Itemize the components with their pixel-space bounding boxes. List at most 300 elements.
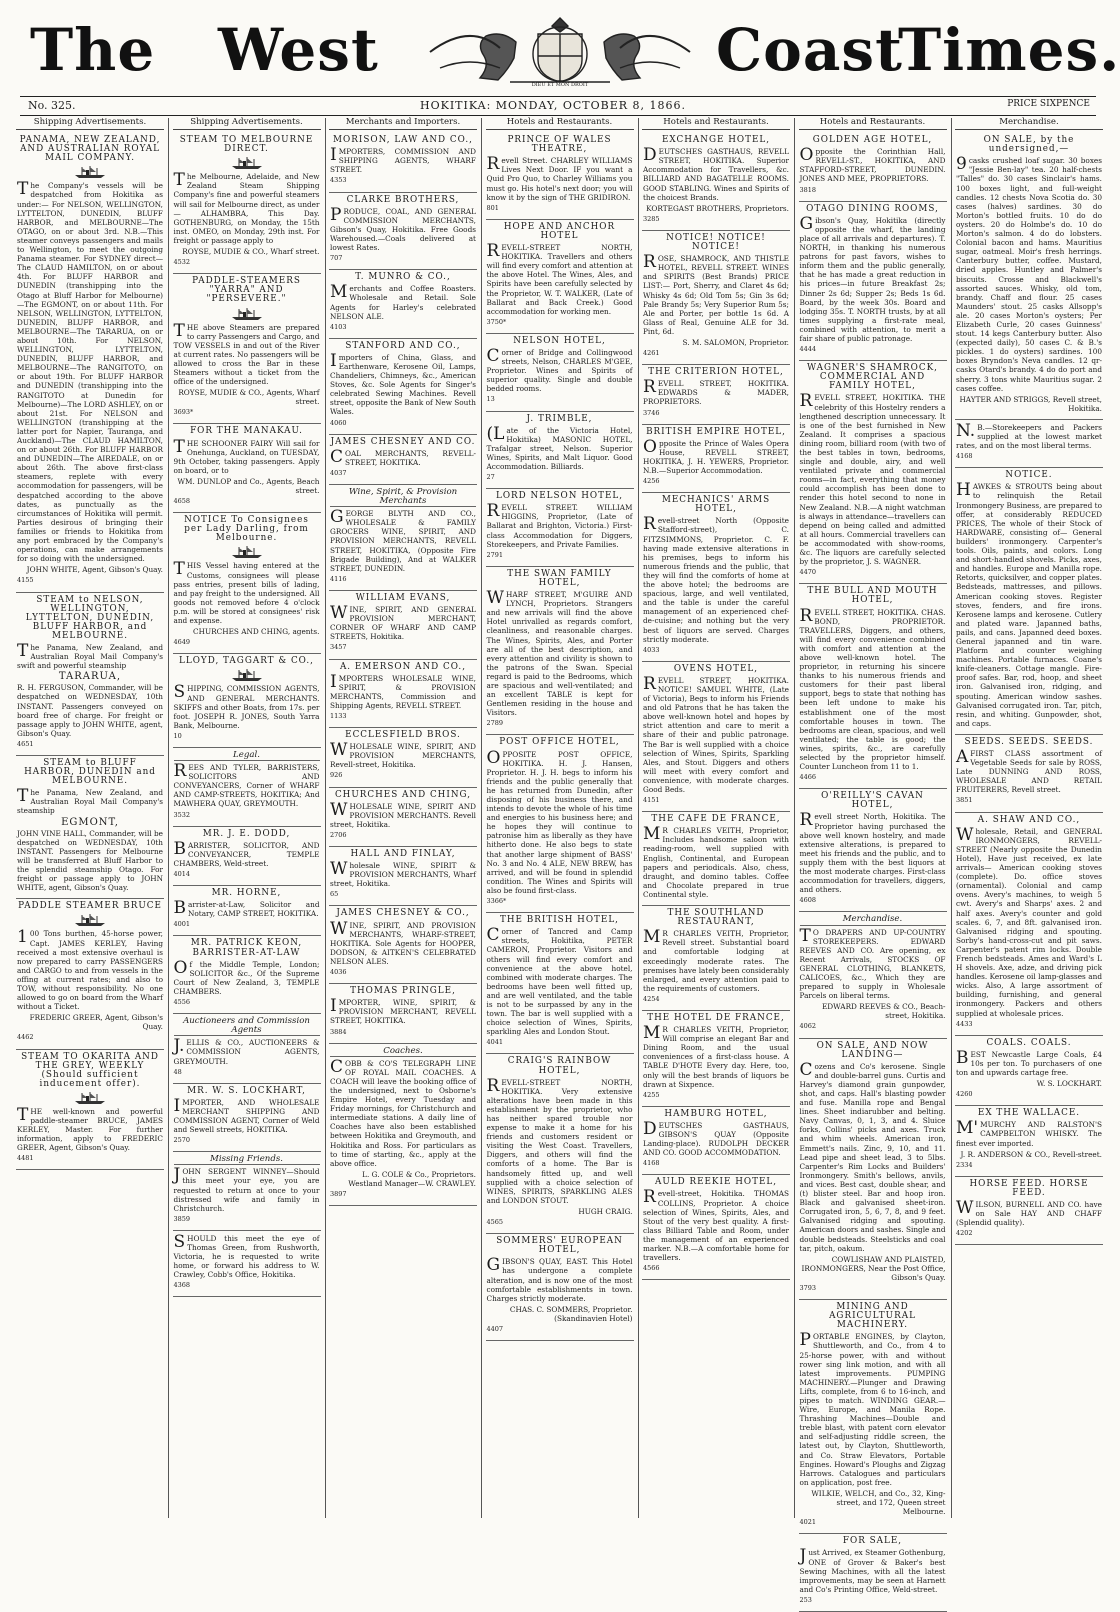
advertisement [329, 133, 477, 192]
ad-signature: CHURCHES AND CHING, agents. [193, 627, 320, 637]
ad-body: THE well-known and powerful paddle-steamer BRUCE, JAMES KERLEY, Master. For further information, apply to FREDERIC GREER, Agent, Gibson's Quay. [17, 1104, 163, 1153]
steamship-icon [73, 913, 107, 927]
advertisement [486, 489, 634, 567]
ad-title: MR. HORNE, [211, 888, 282, 899]
newspaper-columns [16, 117, 1102, 1604]
advertisement [486, 220, 634, 334]
ad-body: REVELL STREET, HOKITIKA. CHAS. BOND, PROPRIETOR. TRAVELLERS, Diggers, and others, will find every convenience combined with comfort and attention at the above well-known hotel. The proprietor, in returning his sincere thanks to his numerous friends and customers for their past liberal support, begs to state that nothing has been left undone to make his establishment one of the most comfortable houses in town. The bedrooms are clean, spacious, and well ventilated; the table is good; the wines, spirits, &c., are carefully selected by the proprietor himself. Counter Luncheon from 11 to 1. [799, 605, 946, 772]
ad-body: Wholesale WINE, SPIRIT & PROVISION MERCHANTS, Wharf street, Hokitika. [330, 859, 476, 889]
ad-number: 4001 [173, 920, 191, 929]
ad-number: 4037 [330, 468, 347, 477]
ad-number: 3884 [330, 1027, 347, 1036]
column-rule [638, 118, 639, 1518]
ad-title: POST OFFICE HOTEL, [499, 737, 620, 748]
ad-title: LORD NELSON HOTEL, [495, 491, 624, 502]
ad-title: SOMMERS' EUROPEAN HOTEL, [496, 1236, 623, 1256]
advertisement [642, 493, 790, 662]
ad-number: 4155 [17, 576, 34, 585]
ad-title: ECCLESFIELD BROS. [345, 730, 461, 741]
ad-body: REVELL STREET, HOKITIKA. THE celebrity of this Hostelry renders a lengthened description unnecessary. It is one of the best furnished in New Zealand. It comprises a spacious dining room, billiard room (with two of the best tables in town, bedrooms, single and double, airy, and well ventilated private and commercial rooms—in fact, everything that money could accomplish has been done to render this hotel second to none in New Zealand. N.B.—A night watchman is always in attendance—travellers can depend on being called and admitted at all hours. Commercial travellers can be accommodated with show-rooms, &c. The liquors are carefully selected by the proprietor, J. S. WAGNER. [799, 391, 946, 567]
ad-title: SEEDS. SEEDS. SEEDS. [964, 736, 1094, 747]
ad-body: WHOLESALE WINE, SPIRIT, AND PROVISION MERCHANTS, Revell-street, Hokitika. [330, 740, 476, 770]
ad-body: IMPORTERS WHOLESALE WINE, SPIRIT, & PROVISION MERCHANTS, Commission and Shipping Agents, REVELL STREET. [330, 671, 476, 710]
section-heading: Wine, Spirit, & Provision Merchants [330, 488, 476, 507]
advertisement [955, 1177, 1103, 1246]
ad-body: The Panama, New Zealand, and Australian Royal Mail Company's steamship [17, 786, 163, 816]
ad-body-continued: JOHN VINE HALL, Commander, will be despatched on WEDNESDAY, 10th INSTANT. Passengers for Melbourne will be transferred at Bluff Harbor to the splendid steamship Otago. For freight or passage apply to JOHN WHITE, agent, Gibson's Quay. [17, 828, 163, 893]
section-heading: Missing Friends. [174, 1155, 320, 1165]
ad-body: SHOULD this meet the eye of Thomas Green, from Rushworth, Victoria, he is requested to write home, or forward his address to W. Crawley, Cobb's Office, Hokitika. [173, 1231, 320, 1280]
ad-number: 2791 [486, 550, 504, 559]
ad-number: 2334 [956, 1160, 973, 1169]
advertisement [642, 662, 790, 812]
ad-number: 4168 [956, 452, 973, 461]
ad-title: CLARKE BROTHERS, [346, 194, 460, 205]
advertisement [799, 361, 947, 584]
ad-body: 100 Tons burthen, 45-horse power, Capt. JAMES KERLEY, Having received a most extensive overhaul is now prepared to carry PASSENGERS and CARGO to and from vessels in the offing at current rates; and also to TOW, without responsibility. No one allowed to go on board from the Wharf without a Ticket. [17, 927, 163, 1012]
ad-title: CHURCHES AND CHING, [334, 789, 472, 800]
section-heading: Merchandise. [800, 915, 946, 925]
ad-number: 4470 [799, 568, 817, 577]
ad-title: T. MUNRO & CO., [355, 272, 451, 283]
ad-number: 801 [486, 203, 499, 212]
ad-number: 4033 [643, 645, 660, 654]
ad-title: J. TRIMBLE, [526, 413, 593, 424]
ad-number: 4256 [643, 477, 660, 486]
ad-body-continued: R. H. FERGUSON, Commander, will be despatched on WEDNESDAY, 10th INSTANT. Passengers conveyed on board free of charge. For freight or passage apply to JOHN WHITE, agent, Gibson's Quay. [17, 683, 163, 738]
advertisement [329, 660, 477, 729]
ad-number: 4151 [643, 796, 660, 805]
section-heading: Legal. [174, 751, 320, 761]
advertisement [642, 1175, 790, 1280]
ad-signature: WILKIE, WELCH, and Co., 32, King-street, and 172, Queen street Melbourne. [811, 1488, 946, 1517]
ad-title: HOPE AND ANCHOR HOTEL [503, 221, 616, 241]
ad-number: 4041 [486, 1038, 504, 1047]
ad-title: A. EMERSON AND CO., [339, 661, 467, 672]
ad-title: HORSE FEED. HORSE FEED. [969, 1178, 1089, 1198]
ad-number: 926 [330, 771, 343, 780]
advertisement [799, 1039, 947, 1301]
vessel-name: EGMONT, [61, 816, 119, 828]
ad-body: MR CHARLES VEITH, Proprietor, Revell street. Substantial board and comfortable lodging at exceedingly moderate rates. The premises have lately been considerably enlarged, and every attention paid to the requirements of customers. [643, 927, 789, 993]
ad-title: WAGNER'S SHAMROCK, COMMERCIAL AND FAMILY HOTEL, [807, 363, 938, 392]
advertisement [799, 584, 947, 789]
ad-number: 3746 [643, 408, 660, 417]
ad-title: MR. W. S. LOCKHART, [187, 1085, 306, 1096]
advertisement [16, 899, 164, 1049]
column-1 [16, 118, 164, 1518]
ad-body: REVELL-STREET NORTH, HOKITIKA. Travellers and others will find every comfort and attention at the above Hotel. The Wines, Ales, and Spirits have been carefully selected by the Proprietor, W. T. WALKER, (Late of Ballarat and Back Creek.) Good accommodation for working men. [486, 241, 633, 316]
advertisement [955, 1106, 1103, 1177]
advertisement [329, 485, 477, 591]
ad-title: PADDLE STEAMER BRUCE [18, 901, 162, 912]
ad-body: Corner of Tancred and Camp streets, Hokitika, PETER CAMERON, Proprietor. Visitors and others will find every comfort and convenience at the above hotel, combined with moderate charges. The bedrooms have been well fitted up, and are well ventilated, and the table is not to be surpassed by any in the town. The bar is well supplied with a choice selection of Wines, Spirits, sparkling Ales and London Stout. [486, 925, 633, 1037]
ad-number: 4462 [17, 1033, 34, 1042]
ad-body: IMPORTER, AND WHOLESALE MERCHANT SHIPPING AND COMMISSION AGENT, Corner of Weld and Sewell streets, HOKITIKA. [173, 1095, 320, 1135]
ad-signature: FREDERIC GREER, Agent, Gibson's Quay. [29, 1013, 163, 1032]
column-rule [794, 118, 795, 1518]
masthead [10, 8, 1120, 93]
ad-body: THE above Steamers are prepared to carry Passengers and Cargo, and TOW VESSELS in and out of the River at current rates. No passengers will be allowed to cross the Bar in these Steamers without a ticket from the office of the undersigned. [173, 320, 320, 387]
advertisement [799, 1300, 947, 1534]
ad-body: Gibson's Quay, Hokitika (directly opposite the wharf, the landing place of all arrivals and departures). T. NORTH, in thanking his numerous patrons for past favors, wishes to inform them and the public generally, that he has made a great reduction in his prices—in future Breakfast 2s; Dinner 2s 6d; Supper 2s; Beds 1s 6d. Board, by the week 30s. Board and lodging 35s. T. NORTH trusts, by at all times supplying a first-rate meal, combined with attention, to merit a fair share of public patronage. [799, 213, 946, 343]
ad-number: 253 [799, 1595, 812, 1604]
ad-title: NOTICE! NOTICE! NOTICE! [666, 232, 766, 253]
ad-signature: CHAS. C. SOMMERS, Proprietor. (Skandinavien Hotel) [509, 1304, 633, 1323]
ad-body: BEST Newcastle Large Coals, £4 10s per ton. To purchasers of one ton and upwards cartage free. [956, 1047, 1102, 1077]
advertisement [955, 735, 1103, 813]
advertisement [16, 756, 164, 899]
crest-motto: DIEU ET MON DROIT [531, 82, 589, 88]
ad-signature: HAYTER AND STRIGGS, Revell street, Hokitika. [959, 394, 1102, 413]
advertisement [486, 1054, 634, 1234]
ad-title: FOR SALE, [842, 1536, 903, 1547]
advertisement [799, 202, 947, 362]
advertisement [329, 728, 477, 787]
ad-number: 4532 [173, 258, 191, 267]
advertisement [642, 906, 790, 1011]
column-5 [642, 118, 790, 1518]
advertisement [955, 133, 1103, 420]
ad-body: Just Arrived, ex Steamer Gothenburg, ONE of Grover & Baker's best Sewing Machines, with all the latest improvements, may be seen at Harnett and Co's Printing Office, Weld-street. [799, 1546, 946, 1594]
column-heading: Hotels and Restaurants. [799, 118, 947, 130]
ad-number: 65 [330, 890, 339, 899]
column-4 [486, 118, 634, 1518]
advertisement [173, 1231, 321, 1298]
ad-title: MR. J. E. DODD, [202, 828, 291, 839]
ad-number: 3750* [486, 317, 507, 326]
issue-number: No. 325. [28, 99, 76, 112]
advertisement [173, 654, 321, 748]
steamship-icon [230, 307, 264, 321]
ad-number: 48 [173, 1067, 182, 1076]
ad-title: PRINCE OF WALES THEATRE, [507, 135, 612, 155]
ad-title: THE BRITISH HOTEL, [500, 915, 619, 926]
column-heading: Hotels and Restaurants. [642, 118, 790, 130]
advertisement [173, 748, 321, 827]
ad-body: TO DRAPERS AND UP-COUNTRY STOREKEEPERS. EDWARD REEVES AND CO. Are opening, ex Recent Arrivals, STOCKS OF GENERAL CLOTHING, BLANKETS, CALICOES, &c., Which they are prepared to supply in Wholesale Parcels on liberal terms. [799, 925, 946, 1001]
ad-body: PORTABLE ENGINES, by Clayton, Shuttleworth, and Co., from 4 to 25-horse power, with and without rower sing link motion, and with all latest improvements. PUMPING MACHINERY.—Plunger and Drawing Lifts, complete, from 6 to 16-inch, and pipes to match. WINDING GEAR.—Wire, Europe, and Manila Rope. Thrashing Machines—Double and treble blast, with patent corn elevator and self-adjusting riddle screen, the latest out, by Clayton, Shuttleworth, and Co. Straw Elevators, Portable Engines. Howard's Ploughs and Zigzag Harrows. Catalogues and particulars on application, post free. [799, 1330, 946, 1487]
advertisement [329, 270, 477, 339]
ad-title: THE CRITERION HOTEL, [648, 367, 784, 378]
column-6 [799, 117, 947, 1604]
ad-signature: WM. DUNLOP and Co., Agents, Beach street. [177, 476, 320, 495]
ad-number: 4481 [17, 1154, 34, 1163]
ad-body: REVELL STREET, HOKITIKA. NOTICE! SAMUEL WHITE, (Late of Victoria), Begs to inform his Friends and old Patrons that he has taken the above well-known hotel and hopes by strict attention and care to merit a share of their and public patronage. The Bar is well supplied with a choice selection of Wines, Spirits, Sparkling Ales, and Stout. Diggers and others will meet with every comfort and convenience, with moderate charges. Good Beds. [643, 673, 789, 794]
ad-number: 2789 [486, 719, 504, 728]
ad-title: NOTICE. [1005, 470, 1053, 481]
ad-number: 4255 [643, 1090, 660, 1099]
ad-body: M'MURCHY AND RALSTON'S CAMPBELTON WHISKY. The finest ever imported. [956, 1118, 1102, 1148]
ad-signature: ROYSE, MUDIE & CO., Agents, Wharf street. [178, 388, 320, 407]
ad-body: SHIPPING, COMMISSION AGENTS, AND GENERAL MERCHANTS. SKIFFS and other Boats, from 17s. per foot. JOSEPH R. JONES, South Yarra Bank, Melbourne. [173, 682, 320, 730]
ad-body: 9casks crushed loaf sugar. 30 boxes "Jessie Ben-lay" tea. 20 half-chests "Talles" do. 30 cases Sinclair's hams. 100 boxes light, and full-weight candles. 12 chests Nova Scotia do. 30 cases (halves) sardines. 30 do Morton's bottled fruits. 10 do do oysters. 20 do Holmbe's do. 10 do Morton's salmon. 4 do do lobsters. Colonial bacon and hams. Mauritius sugar, oatmeal. Moir's fresh herrings. Canterbury butter, coffee. Mustard, dried apples. Huntley and Palmer's biscuits. Crosse and Blackwell's assorted sauces. Whisky, old tom, brandy. Chaff and flour. 25 cases Maunders' stout. 25 casks Allsopp's ale. 20 cases Morton's oysters; Per Elizabeth Curle, 20 cases Guinness' stout. 14 kegs Canterbury butter. Also (expected daily), 50 cases C. & B.'s pickles. 1 do oysters) sardines. 100 boxes Bryndon's Neva candles. 12 qr-casks Otard's brandy. 4 do do port and sherry. 3 tons white Mauritius sugar. 2 cases coffee. [956, 154, 1102, 393]
ad-body: GIBSON'S QUAY, EAST. This Hotel has undergone a complete alteration, and is now one of the most comfortable establishments in town. Charges strictly moderate. [486, 1255, 633, 1303]
advertisement [16, 1050, 164, 1171]
ad-title: STEAM to BLUFF HARBOR, DUNEDIN and MELBOURNE. [24, 758, 156, 787]
ad-number: 4353 [330, 176, 347, 185]
advertisement [486, 735, 634, 913]
ad-number: 4433 [956, 1019, 973, 1028]
column-rule [951, 118, 952, 1518]
ad-body: IMPORTER, WINE, SPIRIT, & PROVISION MERCHANT, REVELL STREET, HOKITIKA. [330, 996, 476, 1026]
advertisement [16, 593, 164, 757]
ad-body: The Company's vessels will be despatched from Hokitika as under:— For NELSON, WELLINGTON, LYTTELTON, DUNEDIN, BLUFF HARBOR, and MELBOURNE—The OTAGO, on or about 3rd. N.B.—This steamer conveys passengers and mails to Wellington, to meet the outgoing Panama steamer. For SYDNEY direct—The CLAUD HAMILTON, on or about 4th. For BLUFF HARBOR and DUNEDIN (transhipping into the Otago at Bluff Harbor for Melbourne)—The EGMONT, on or about 11th. For NELSON, WELLINGTON, LYTTELTON, DUNEDIN, BLUFF HARBOR, and MELBOURNE—The TARARUA, on or about 10th. For NELSON, WELLINGTON, LYTTELTON, DUNEDIN, BLUFF HARBOR, and MELBOURNE—The RANGITOTO, on or about 19th. For BLUFF HARBOR and DUNEDIN (transhipping into the RANGITOTO at Dunedin for Melbourne)—The LORD ASHLEY, on or about 21st. For NELSON and WELLINGTON (transhipping at the latter port for Napier, Tauranga, and Auckland)—The CLAUD HAMILTON, on or about 26th. For BLUFF HARBOR and DUNEDIN—The AIREDALE, on or about 26th. The above first-class steamers, replete with every accommodation for passengers, will be despatched according to the above dates, as punctually as the circumstances of Hokitika will permit. Parties desirous of bringing their families or friends to Hokitika from any port embraced by the Company's operations, can make arrangements for so doing with the undersigned. [17, 179, 163, 564]
ad-body: Cozens and Co's kerosene. Single and double-barrel guns. Curtis and Harvey's diamond grain gunpowder, shot, and caps. Hall's blasting powder and fuse. Manilla rope and Bengal lines. Sheet indiarubber and belting. Navy Canvas, 0, 1, 3, and 4. Sluice forks, Collins' picks and axes. Truck and whim wheels. American iron, Emmett's nails. Zinc, 9, 10, and 11. Lead pipe and sheet lead, 3 to 5lbs. Carpenter's Rim Locks and Builders' Ironmongery. Smith's bellows, anvils, and vices. Best cast, double shear, and (t) blister steel. Bar and hoop iron. Black and galvanised sheet-iron. Corrugated iron, 5, 6, 7, 8, and 9 feet. Galvanised ridging and spouting. American doors and sashes. Single and double bedsteads. Steelsticks and coal tar, pitch, oakum. [799, 1059, 946, 1253]
ad-body: Revell-street North (Opposite Stafford-street), C. FITZSIMMONS, Proprietor. C. F. having made extensive alterations in his premises, begs to inform his numerous friends and the public, that they will find the comforts of home at the above hotel; the bedrooms are spacious, large, and well ventilated, and the table is under the careful management of an experienced chef-de-cuisine; and nothing but the very best of liquors are served. Charges strictly moderate. [643, 514, 789, 644]
ad-number: 4014 [173, 870, 191, 878]
ad-title: THE SWAN FAMILY HOTEL, [507, 568, 612, 588]
column-rule [325, 118, 326, 1518]
section-heading: Auctioneers and Commission Agents [174, 1017, 320, 1036]
advertisement [329, 847, 477, 906]
ad-number: 4608 [799, 896, 817, 905]
advertisement [955, 813, 1103, 1036]
ad-number: 3366* [486, 897, 507, 906]
ad-body: The Melbourne, Adelaide, and New Zealand Steam Shipping Company's fine and powerful steamers will sail for Melbourne direct, as under— ALHAMBRA, This Day. GOTHENBURG, on Monday, the 15th inst. OMEO, on Monday, 29th inst. For freight or passage apply to [173, 170, 320, 245]
advertisement [173, 1014, 321, 1084]
advertisement [486, 133, 634, 220]
column-heading: Shipping Advertisements. [173, 118, 321, 130]
ad-body: J.ELLIS & CO., AUCTIONEERS & COMMISSION AGENTS, GREYMOUTH. [173, 1036, 320, 1066]
advertisement [329, 984, 477, 1043]
ad-number: 4062 [799, 1022, 817, 1031]
advertisement [16, 133, 164, 592]
ad-title: BRITISH EMPIRE HOTEL, [646, 426, 786, 437]
ad-title: NELSON HOTEL, [513, 335, 606, 346]
steamship-icon [73, 165, 107, 179]
ad-title: CRAIG'S RAINBOW HOTEL, [507, 1056, 612, 1076]
ad-body: WILSON, BURNELL AND CO. have on Sale HAY AND CHAFF (Splendid quality). [956, 1198, 1102, 1228]
ad-body: REVELL STREET, HOKITIKA. EDWARDS & MADER, PROPRIETORS. [643, 377, 789, 407]
ad-body: Merchants and Coffee Roasters. Wholesale and Retail. Sole Agents for Harley's celebrated NELSON ALE. [330, 282, 476, 321]
ad-number: 1133 [330, 711, 347, 720]
ad-number: 3693* [173, 408, 194, 417]
ad-body: COAL MERCHANTS, REVELL-STREET, HOKITIKA. [330, 446, 476, 467]
ad-signature: HUGH CRAIG. [578, 1206, 633, 1216]
column-heading: Merchants and Importers. [329, 118, 477, 130]
ad-body: DEUTSCHES GASTHAUS, GIBSON'S QUAY (Opposite Landing-place). RUDOLPH DECKER AND CO. GOOD ACCOMMODATION. [643, 1118, 789, 1158]
ad-title: JAMES CHESNEY AND CO. [330, 436, 476, 447]
ad-number: 3851 [956, 796, 973, 805]
ad-title: WILLIAM EVANS, [355, 592, 451, 603]
ad-body: GEORGE BLYTH AND CO., WHOLESALE & FAMILY GROCERS WINE, SPIRIT, AND PROVISION MERCHANTS, REVELL STREET, HOKITIKA, (Opposite Fire Brigade Building), And at WALKER STREET, DUNEDIN. [330, 507, 476, 573]
dateline [20, 96, 1096, 116]
ad-body: REES AND TYLER, BARRISTERS, SOLICITORS AND CONVEYANCERS, Corner of WHARF AND CAMP-STREETS, HOKITIKA; And MAWHERA QUAY, GREYMOUTH. [173, 761, 320, 809]
ad-number: 3859 [173, 1214, 191, 1223]
ad-number: 4103 [330, 322, 347, 331]
advertisement [642, 231, 790, 365]
ad-number: 4649 [173, 638, 191, 647]
ad-body: Opposite the Prince of Wales Opera House, REVELL STREET, HOKITIKA, J. H. YEWERS, Proprietor. N.B.—Superior Accommodation. [643, 436, 789, 475]
advertisement [329, 435, 477, 485]
advertisement [642, 133, 790, 231]
ad-number: 3532 [173, 810, 191, 819]
ad-title: HALL AND FINLAY, [350, 849, 456, 859]
masthead-word-west: West [218, 16, 379, 84]
advertisement [486, 412, 634, 490]
ad-body: REVELL STREET. WILLIAM HIGGINS, Proprietor, (Late of Ballarat and Brighton, Victoria.) First-class Accommodation for Diggers, Storekeepers, and Private Families. [486, 501, 633, 549]
ad-body: WINE, SPIRIT, AND GENERAL PROVISION MERCHANT, CORNER OF WHARF AND CAMP STREETS, Hokitika. [330, 603, 476, 642]
advertisement [955, 468, 1103, 735]
ad-body: AFIRST CLASS assortment of Vegetable Seeds for sale by ROSS, Late DUNNING AND ROSS, WHOLESALE AND RETAIL FRUITERERS, Revell street. [956, 747, 1102, 795]
advertisement [173, 1084, 321, 1153]
ad-title: MINING AND AGRICULTURAL MACHINERY. [829, 1302, 916, 1331]
ad-title: AULD REEKIE HOTEL, [655, 1177, 777, 1188]
advertisement [799, 1534, 947, 1612]
ad-body: COBB & CO'S TELEGRAPH LINE OF ROYAL MAIL COACHES. A COACH will leave the booking office of the undersigned, next to Osborne's Empire Hotel, every Tuesday and Friday mornings, for Christchurch and intermediate stations. A daily line of Coaches have also been established between Hokitika and Greymouth, and Hokitika and Ross. For particulars as to time of starting, &c., apply at the above office. [330, 1056, 476, 1168]
ad-number: 2706 [330, 830, 347, 839]
ad-body: REVELL-STREET NORTH, HOKITIKA. Very extensive alterations have been made in this establishment by the proprietor, who has neither spared trouble nor expense to make it a home for his friends and customers resident or visiting the West Coast. Travellers, Diggers, and others will find the comforts of a home. The Bar is handsomely fitted up, and well supplied with a choice selection of WINES, SPIRITS, SPARKLING ALES and LONDON STOUT. [486, 1075, 633, 1205]
advertisement [329, 1044, 477, 1207]
steamship-icon [230, 156, 264, 170]
advertisement [329, 906, 477, 984]
advertisement [486, 1234, 634, 1341]
advertisement [799, 133, 947, 202]
ad-title: STEAM TO MELBOURNE DIRECT. [179, 135, 314, 155]
ad-signature: J. R. ANDERSON & CO., Revell-street. [960, 1149, 1102, 1159]
advertisement [486, 913, 634, 1054]
ad-number: 4116 [330, 574, 347, 583]
ad-title: OTAGO DINING ROOMS, [806, 203, 939, 214]
ad-body: Wholesale, Retail, and GENERAL IRONMONGERS, REVELL-STREET (Nearly opposite the Dunedin Hotel), Have just received, ex late arrivals— American cooking stoves (complete). Do. office stoves (ornamental). Colonial and camp ovens. Avery's machines, to weigh 5 cwt. Avery's and Sharps' axes. 2 and half axes. Avery's counter and gold scales. 6, 7, and 8ft. galvanised iron. Galvanised ridging and spouting. Sorby's hand-cross-cut and pit saws. Carpenter's patent rim locks. Double French bedsteads. Ames and Ward's L H shovels. Axe, adze, and driving pick handles. Kerosene oil lamp-glasses and wicks. Also, A large assortment of building, furnishing, and general ironmongery. Packers and others supplied at wholesale prices. [956, 824, 1102, 1018]
advertisement [329, 788, 477, 847]
steamship-icon [73, 1091, 107, 1105]
ad-body: WHARF STREET, M'GUIRE AND LYNCH, Proprietors. Strangers and new arrivals will find the above Hotel unrivalled as regards comfort, cleanliness, and reasonable charges. The Wines, Spirits, Ales, and Porter are all of the best description, and every attention and civility is shown to the patrons of the Swan. Special regard is paid to the Bedrooms, which are spacious and well-ventilated; and an excellent TABLE is kept for Gentlemen residing in the house and Visitors. [486, 588, 633, 718]
ad-title: ON SALE, AND NOW LANDING— [816, 1040, 929, 1060]
ad-body: THIS Vessel having entered at the Customs, consignees will please pass entries, present bills of lading, and pay freight to the undersigned. All goods not removed before 4 o'clock p.m. will be stored at consignees' risk and expense. [173, 559, 320, 626]
ad-body: Opposite the Corinthian Hall, REVELL-ST., HOKITIKA, AND STAFFORD-STREET, DUNEDIN. JONES AND MEE, PROPRIETORS. [799, 145, 946, 184]
ad-body: (Late of the Victoria Hotel, Hokitika) MASONIC HOTEL, Trafalgar street, Nelson. Superior Wines, Spirits, and Malt Liquor. Good Accommodation. Billiards. [486, 423, 633, 471]
ad-title: JAMES CHESNEY & CO., [336, 908, 470, 919]
ad-number: 4021 [799, 1518, 817, 1527]
ad-number: 10 [173, 731, 182, 740]
advertisement [173, 424, 321, 513]
ad-body: OPPOSITE POST OFFICE, HOKITIKA. H. J. Hansen, Proprietor. H. J. H. begs to inform his friends and the public generally that he has returned from Dunedin, after disposing of his business there, and intends to devote the whole of his time and energies to his business here; and he hopes they will continue to patronise him as liberally as they have hitherto done. He also begs to state that another large shipment of BASS' No. 3 and No. 4 ALE, NEW BREW, has arrived, and will be found in splendid condition. The Wines and Spirits will also be found first-class. [486, 747, 633, 895]
ad-body: Of the Middle Temple, London; SOLICITOR &c., Of the Supreme Court of New Zealand, 3, TEMPLE CHAMBERS. [173, 957, 320, 996]
ad-signature: L. G. COLE & Co., Proprietors. Westland Manager—W. CRAWLEY. [348, 1169, 476, 1188]
ad-title: THE HOTEL DE FRANCE, [647, 1012, 785, 1023]
ad-signature: EDWARD REEVES & CO., Beach-street, Hokitika. [821, 1002, 946, 1021]
ad-title: STEAM TO OKARITA AND THE GREY, WEEKLY (Should sufficient inducement offer). [21, 1051, 159, 1089]
ad-body: Revell street North, Hokitika. The Proprietor having purchased the above well known hostelry, and made extensive alterations, is prepared to meet his friends and the public, and to supply them with the best liquors at the most moderate charges. First-class accommodation for travellers, diggers, and others. [799, 810, 946, 895]
ad-signature: S. M. SALOMON, Proprietor. [682, 337, 789, 347]
advertisement [955, 1036, 1103, 1107]
ad-body: The Panama, New Zealand, and Australian Royal Mail Company's swift and powerful steamship [17, 640, 163, 671]
ad-number: 3818 [799, 185, 817, 194]
advertisement [329, 339, 477, 435]
ad-title: THE CAFE DE FRANCE, [651, 814, 781, 825]
ad-title: PANAMA, NEW ZEALAND, AND AUSTRALIAN ROYAL MAIL COMPANY. [19, 135, 161, 164]
ad-number: 4658 [173, 497, 191, 506]
column-heading: Shipping Advertisements. [16, 118, 164, 130]
ad-number: 4260 [956, 1090, 973, 1099]
ad-body: MR CHARLES VEITH, Proprietor, Includes handsome saloon with reading-room, well supplied with English, Continental, and European papers and periodicals. Also, chess, draught, and domino tables. Coffee and Chocolate prepared in true Continental style. [643, 824, 789, 899]
ad-number: 3793 [799, 1283, 817, 1292]
ad-title: THE SOUTHLAND RESTAURANT, [667, 908, 765, 928]
advertisement [173, 827, 321, 886]
column-3 [329, 118, 477, 1518]
ad-title: STANFORD AND CO., [345, 340, 461, 351]
ad-body: MR CHARLES VEITH, Proprietor, Will comprise an elegant Bar and Dining Room, and the usual conveniences of a first-class house. A TABLE D'HOTE Every day. Here, too, only will the best brands of liquors be drawn at Sixpence. [643, 1023, 789, 1089]
masthead-word-the: The [30, 16, 156, 84]
ad-title: MORISON, LAW AND CO., [333, 135, 473, 146]
advertisement [329, 193, 477, 271]
ad-number: 4565 [486, 1218, 504, 1227]
ad-signature: COWLISHAW AND PLAISTED, IRONMONGERS, Near the Post Office, Gibson's Quay. [801, 1254, 946, 1282]
ad-title: HAMBURG HOTEL, [664, 1108, 768, 1119]
ad-signature: ROYSE, MUDIE & CO., Wharf street. [182, 247, 320, 257]
column-heading: Hotels and Restaurants. [486, 118, 634, 130]
ad-title: A. SHAW AND CO., [977, 814, 1081, 825]
advertisement [642, 1107, 790, 1176]
ad-number: 27 [486, 473, 495, 482]
column-rule [168, 118, 169, 1518]
ad-number: 4168 [643, 1159, 660, 1168]
ad-body: DEUTSCHES GASTHAUS, REVELL STREET, HOKITIKA. Superior Accommodation for Travellers, &c. BILLIARD AND BAGATELLE ROOMS. GOOD STABLING. Wines and Spirits of the choicest Brands. [643, 145, 789, 202]
ad-number: 4556 [173, 998, 191, 1007]
ad-body: Importers of China, Glass, and Earthenware, Kerosene Oil, Lamps, Chandeliers, Chimneys, &c., American Stoves, &c. Sole Agents for Singer's celebrated Sewing Machines. Revell street, opposite the Bank of New South Wales. [330, 350, 476, 417]
ad-number: 4368 [173, 1281, 191, 1290]
ad-body: WINE, SPIRIT, AND PROVISION MERCHANTS, WHARF-STREET, HOKITIKA. Sole Agents for HOOPER, DODSON, & AITKEN'S CELEBRATED NELSON ALES. [330, 918, 476, 966]
column-rule [481, 118, 482, 1518]
masthead-word-coast: Coast [716, 16, 903, 84]
ad-title: THE BULL AND MOUTH HOTEL, [807, 586, 938, 606]
ad-number: 4566 [643, 1264, 660, 1273]
ad-signature: W. S. LOCKHART. [1036, 1079, 1102, 1089]
ad-title: THOMAS PRINGLE, [350, 986, 456, 997]
ad-title: COALS. COALS. [986, 1037, 1072, 1048]
ad-number: 2570 [173, 1136, 191, 1145]
ad-body: ROSE, SHAMROCK, AND THISTLE HOTEL, REVELL STREET. WINES and SPIRITS (Best Brands) PRICE LIST:— Port, Sherry, and Claret 4s 6d; Whisky 4s 6d; Old Tom 5s; Gin 3s 6d; Pale Brandy 5s; Very Superior Rum 5s; Ale and Porter, per bottle 1s 6d. A Glass of Real, Genuine ALE for 3d. Pint, 6d. [643, 252, 789, 336]
royal-coat-of-arms-icon [410, 12, 710, 88]
advertisement [486, 334, 634, 412]
steamship-icon [230, 545, 264, 559]
ad-number: 707 [330, 254, 343, 263]
advertisement [799, 789, 947, 912]
ad-title: PADDLE-STEAMERS "YARRA" AND "PERSEVERE." [192, 276, 301, 305]
ad-body: PRODUCE, COAL, AND GENERAL COMMISSION MERCHANTS, Gibson's Quay, Hokitika. Free Goods Warehoused.—Coals delivered at lowest Rates. [330, 204, 476, 253]
ad-number: 4466 [799, 773, 817, 782]
ad-title: STEAM to NELSON, WELLINGTON, LYTTELTON, DUNEDIN, BLUFF HARBOR, and MELBOURNE. [25, 594, 155, 641]
ad-title: EX THE WALLACE. [977, 1108, 1081, 1119]
ad-number: 4261 [643, 349, 660, 358]
ad-body: N.B.—Storekeepers and Packers supplied at the lowest market rates, and on the most liberal terms. [956, 420, 1102, 451]
ad-number: 4060 [330, 418, 347, 427]
ad-number: 3897 [330, 1190, 347, 1198]
advertisement [642, 365, 790, 424]
advertisement [173, 274, 321, 424]
ad-body: WHOLESALE WINE, SPIRIT AND PROVISION MERCHANTS. Revell street, Hokitika. [330, 799, 476, 829]
ad-title: O'REILLY'S CAVAN HOTEL, [821, 791, 924, 811]
ad-body: BARRISTER, SOLICITOR, AND CONVEYANCER, TEMPLE CHAMBERS, Weld-street. [173, 838, 320, 868]
ad-body: Revell Street. CHARLEY WILLIAMS Lives Next Door. IF you want a Quid Pro Quo, to Charley Williams you must go. His hotel's next door; you will know it by the sign of THE GRIDIRON. [486, 154, 633, 202]
advertisement [173, 133, 321, 274]
ad-number: 3457 [330, 643, 347, 652]
ad-signature: JOHN WHITE, Agent, Gibson's Quay. [26, 565, 163, 575]
ad-title: MR. PATRICK KEON, BARRISTER-AT-LAW [190, 938, 303, 958]
ad-number: 3285 [643, 214, 660, 223]
column-heading: Merchandise. [955, 118, 1103, 130]
ad-body: IMPORTERS, COMMISSION AND SHIPPING AGENTS, WHARF STREET. [330, 145, 476, 175]
advertisement [173, 513, 321, 654]
ad-title: NOTICE To Consignees per Lady Darling, from Melbourne. [184, 515, 309, 544]
ad-body: Barrister-at-Law, Solicitor and Notary, CAMP STREET, HOKITIKA. [173, 898, 320, 919]
place-and-date: HOKITIKA: MONDAY, OCTOBER 8, 1866. [420, 99, 686, 112]
ad-title: LLOYD, TAGGART & CO., [179, 656, 314, 667]
advertisement [329, 591, 477, 660]
advertisement [173, 1152, 321, 1231]
